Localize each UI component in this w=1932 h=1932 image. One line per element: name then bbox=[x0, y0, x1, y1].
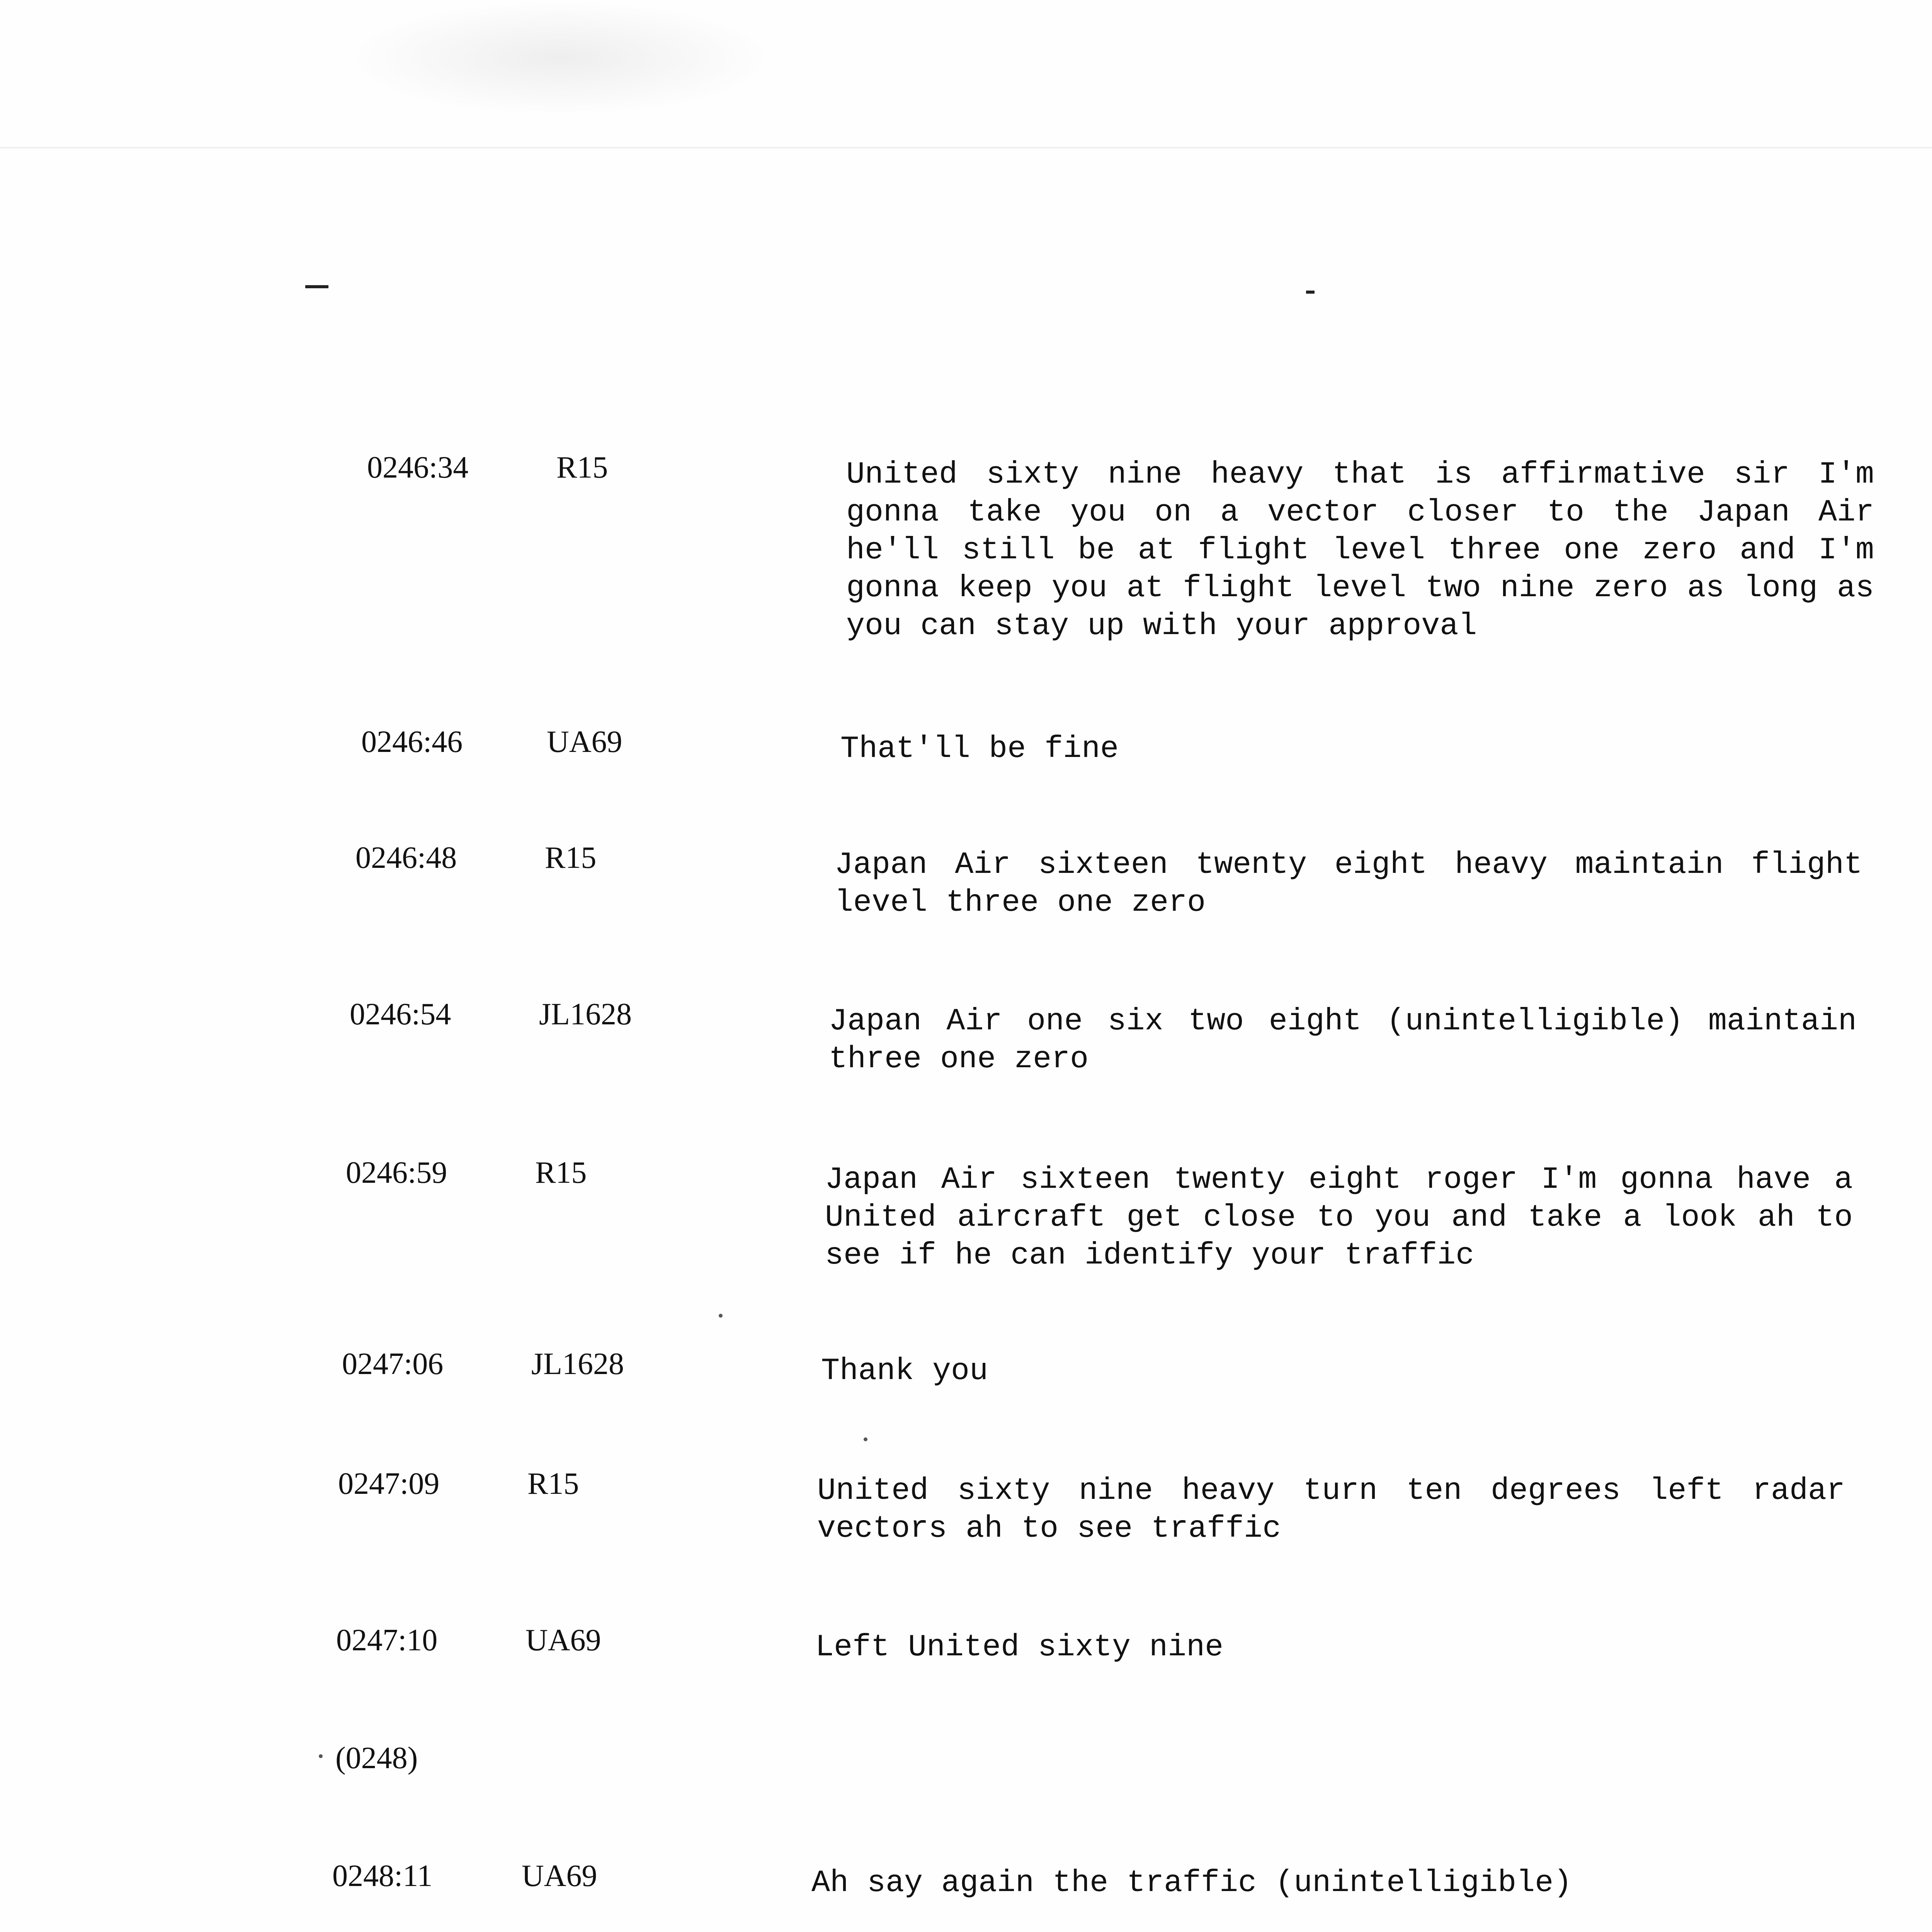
entry-text: United sixty nine heavy turn ten degrees left radar vectors ah to see traffic bbox=[817, 1473, 1845, 1546]
speck-mark bbox=[319, 1754, 323, 1758]
entry-time: 0246:48 bbox=[355, 841, 457, 875]
dash-mark-left bbox=[305, 285, 328, 288]
entry-time: 0248:11 bbox=[332, 1859, 433, 1893]
entry-speaker: R15 bbox=[545, 841, 597, 875]
entry-text: Left United sixty nine bbox=[815, 1630, 1224, 1665]
entry-time: 0247:06 bbox=[342, 1347, 444, 1381]
page-edge-line bbox=[0, 147, 1932, 148]
entry-text: That'll be fine bbox=[840, 731, 1119, 767]
entry-time: 0246:46 bbox=[361, 725, 463, 759]
entry-speaker: UA69 bbox=[547, 725, 622, 759]
dash-mark-center bbox=[1306, 291, 1315, 294]
entry-text: Ah say again the traffic (unintelligible) bbox=[811, 1866, 1572, 1901]
speck-mark bbox=[719, 1314, 723, 1318]
entry-time: 0246:59 bbox=[346, 1156, 447, 1190]
scan-shadow bbox=[348, 0, 773, 116]
entry-speaker: UA69 bbox=[522, 1859, 597, 1893]
minute-marker: (0248) bbox=[335, 1741, 418, 1775]
entry-speaker: R15 bbox=[535, 1156, 587, 1190]
entry-time: 0247:09 bbox=[338, 1467, 440, 1501]
entry-time: 0247:10 bbox=[336, 1623, 438, 1657]
entry-text: Japan Air one six two eight (unintelligible) maintain three one zero bbox=[829, 1004, 1857, 1077]
entry-text: Japan Air sixteen twenty eight roger I'm gonna have a United aircraft get close to you and take a look ah to see if he can identify your traffic bbox=[825, 1162, 1853, 1273]
speck-mark bbox=[864, 1437, 867, 1441]
entry-time: 0246:34 bbox=[367, 451, 469, 485]
entry-time: 0246:54 bbox=[350, 997, 451, 1031]
entry-text: United sixty nine heavy that is affirmative sir I'm gonna take you on a vector closer to the Japan Air he'll still be at flight level three one zero and I'm gonna keep you at flight level two nine zero as long as you can stay up with your approval bbox=[846, 457, 1874, 644]
entry-text: Japan Air sixteen twenty eight heavy maintain flight level three one zero bbox=[835, 847, 1862, 920]
entry-speaker: R15 bbox=[527, 1467, 579, 1501]
entry-speaker: JL1628 bbox=[531, 1347, 624, 1381]
entry-text: Thank you bbox=[821, 1354, 988, 1389]
entry-speaker: R15 bbox=[556, 451, 608, 485]
entry-speaker: UA69 bbox=[526, 1623, 601, 1657]
entry-speaker: JL1628 bbox=[539, 997, 632, 1031]
